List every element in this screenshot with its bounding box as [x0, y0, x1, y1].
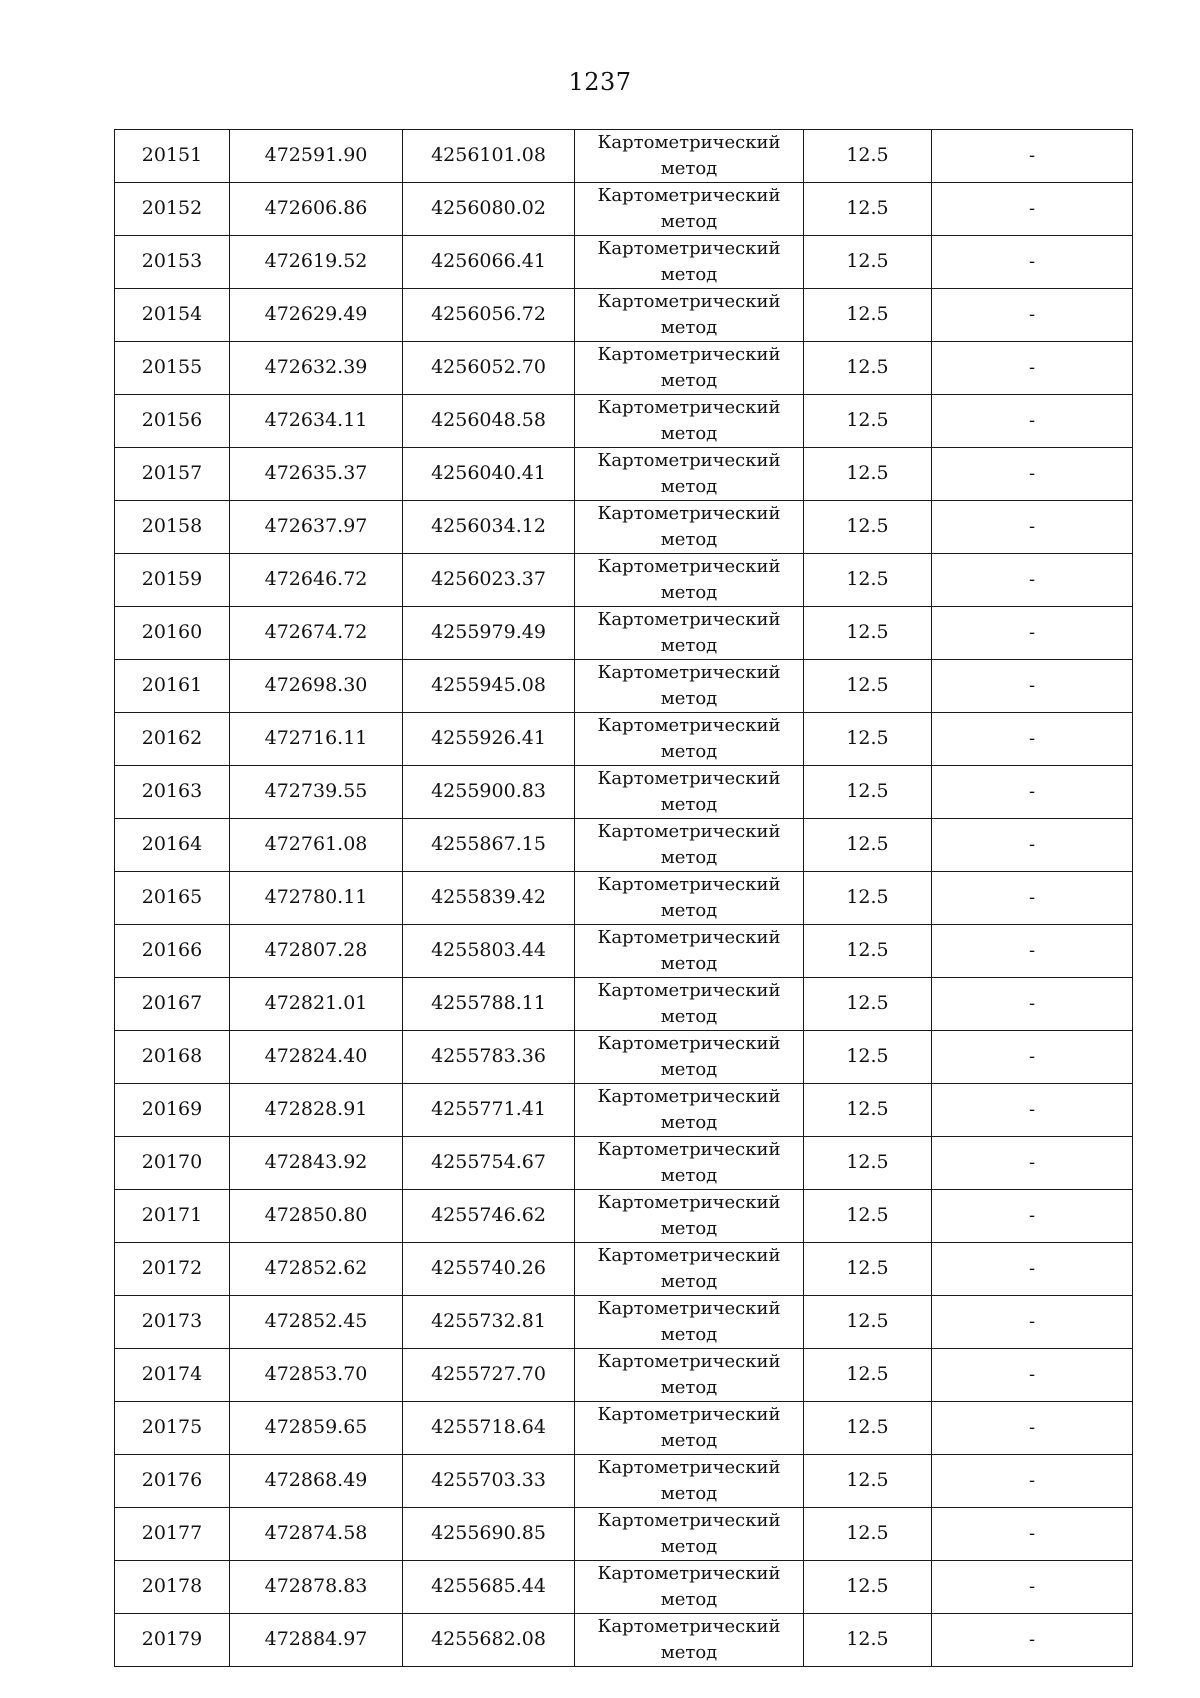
method-line-1: Картометрический — [597, 1192, 781, 1213]
x-coordinate-cell: 472807.28 — [230, 925, 403, 978]
method-line-2: метод — [660, 1377, 718, 1398]
y-coordinate-cell: 4255754.67 — [403, 1137, 575, 1190]
method-line-1: Картометрический — [597, 1086, 781, 1107]
y-coordinate-cell: 4255690.85 — [403, 1508, 575, 1561]
y-coordinate-cell: 4255727.70 — [403, 1349, 575, 1402]
accuracy-cell: 12.5 — [804, 1402, 932, 1455]
point-number-cell: 20179 — [115, 1614, 230, 1667]
point-number-cell: 20165 — [115, 872, 230, 925]
note-cell: - — [932, 289, 1133, 342]
method-line-2: метод — [660, 794, 718, 815]
x-coordinate-cell: 472632.39 — [230, 342, 403, 395]
accuracy-cell: 12.5 — [804, 925, 932, 978]
note-cell: - — [932, 1349, 1133, 1402]
accuracy-cell: 12.5 — [804, 183, 932, 236]
y-coordinate-cell: 4255718.64 — [403, 1402, 575, 1455]
table-row — [115, 872, 1133, 925]
table-row — [115, 1190, 1133, 1243]
point-number-cell: 20161 — [115, 660, 230, 713]
method-cell — [575, 1508, 804, 1561]
table-row — [115, 1084, 1133, 1137]
y-coordinate-cell: 4255746.62 — [403, 1190, 575, 1243]
method-line-2: метод — [660, 476, 718, 497]
accuracy-cell: 12.5 — [804, 554, 932, 607]
note-cell: - — [932, 978, 1133, 1031]
note-cell: - — [932, 1614, 1133, 1667]
method-line-1: Картометрический — [597, 609, 781, 630]
note-cell: - — [932, 1455, 1133, 1508]
method-cell — [575, 183, 804, 236]
method-cell — [575, 872, 804, 925]
accuracy-cell: 12.5 — [804, 766, 932, 819]
point-number-cell: 20166 — [115, 925, 230, 978]
accuracy-cell: 12.5 — [804, 448, 932, 501]
table-row — [115, 1561, 1133, 1614]
point-number-cell: 20151 — [115, 130, 230, 183]
table-row — [115, 660, 1133, 713]
method-cell — [575, 1296, 804, 1349]
method-cell — [575, 1084, 804, 1137]
method-line-2: метод — [660, 1642, 718, 1663]
note-cell: - — [932, 236, 1133, 289]
accuracy-cell: 12.5 — [804, 1084, 932, 1137]
x-coordinate-cell: 472868.49 — [230, 1455, 403, 1508]
note-cell: - — [932, 1084, 1133, 1137]
point-number-cell: 20170 — [115, 1137, 230, 1190]
method-cell — [575, 978, 804, 1031]
note-cell: - — [932, 554, 1133, 607]
accuracy-cell: 12.5 — [804, 342, 932, 395]
x-coordinate-cell: 472874.58 — [230, 1508, 403, 1561]
point-number-cell: 20157 — [115, 448, 230, 501]
note-cell: - — [932, 1508, 1133, 1561]
method-cell — [575, 925, 804, 978]
accuracy-cell: 12.5 — [804, 1349, 932, 1402]
method-line-2: метод — [660, 264, 718, 285]
method-line-1: Картометрический — [597, 1245, 781, 1266]
method-line-2: метод — [660, 317, 718, 338]
method-line-2: метод — [660, 370, 718, 391]
method-cell — [575, 342, 804, 395]
method-cell — [575, 1349, 804, 1402]
method-line-1: Картометрический — [597, 556, 781, 577]
method-line-1: Картометрический — [597, 821, 781, 842]
point-number-cell: 20155 — [115, 342, 230, 395]
method-line-2: метод — [660, 953, 718, 974]
accuracy-cell: 12.5 — [804, 819, 932, 872]
x-coordinate-cell: 472878.83 — [230, 1561, 403, 1614]
method-cell — [575, 1455, 804, 1508]
method-line-1: Картометрический — [597, 1404, 781, 1425]
method-line-1: Картометрический — [597, 1563, 781, 1584]
method-line-1: Картометрический — [597, 132, 781, 153]
method-line-2: метод — [660, 1165, 718, 1186]
method-line-2: метод — [660, 1006, 718, 1027]
y-coordinate-cell: 4256080.02 — [403, 183, 575, 236]
accuracy-cell: 12.5 — [804, 1031, 932, 1084]
point-number-cell: 20168 — [115, 1031, 230, 1084]
method-line-2: метод — [660, 1271, 718, 1292]
y-coordinate-cell: 4256048.58 — [403, 395, 575, 448]
y-coordinate-cell: 4256066.41 — [403, 236, 575, 289]
accuracy-cell: 12.5 — [804, 1508, 932, 1561]
method-line-2: метод — [660, 1536, 718, 1557]
y-coordinate-cell: 4255867.15 — [403, 819, 575, 872]
note-cell: - — [932, 1402, 1133, 1455]
note-cell: - — [932, 1296, 1133, 1349]
accuracy-cell: 12.5 — [804, 1455, 932, 1508]
point-number-cell: 20162 — [115, 713, 230, 766]
x-coordinate-cell: 472619.52 — [230, 236, 403, 289]
method-cell — [575, 607, 804, 660]
accuracy-cell: 12.5 — [804, 1561, 932, 1614]
table-row — [115, 395, 1133, 448]
accuracy-cell: 12.5 — [804, 1296, 932, 1349]
method-line-1: Картометрический — [597, 1298, 781, 1319]
accuracy-cell: 12.5 — [804, 660, 932, 713]
x-coordinate-cell: 472635.37 — [230, 448, 403, 501]
y-coordinate-cell: 4255900.83 — [403, 766, 575, 819]
method-line-1: Картометрический — [597, 980, 781, 1001]
x-coordinate-cell: 472629.49 — [230, 289, 403, 342]
y-coordinate-cell: 4255945.08 — [403, 660, 575, 713]
method-cell — [575, 554, 804, 607]
point-number-cell: 20174 — [115, 1349, 230, 1402]
method-line-1: Картометрический — [597, 662, 781, 683]
method-cell — [575, 660, 804, 713]
table-row — [115, 554, 1133, 607]
point-number-cell: 20169 — [115, 1084, 230, 1137]
point-number-cell: 20163 — [115, 766, 230, 819]
method-cell — [575, 130, 804, 183]
accuracy-cell: 12.5 — [804, 978, 932, 1031]
x-coordinate-cell: 472698.30 — [230, 660, 403, 713]
y-coordinate-cell: 4255740.26 — [403, 1243, 575, 1296]
note-cell: - — [932, 872, 1133, 925]
method-line-1: Картометрический — [597, 291, 781, 312]
table-row — [115, 1614, 1133, 1667]
method-cell — [575, 766, 804, 819]
x-coordinate-cell: 472824.40 — [230, 1031, 403, 1084]
note-cell: - — [932, 766, 1133, 819]
accuracy-cell: 12.5 — [804, 607, 932, 660]
x-coordinate-cell: 472821.01 — [230, 978, 403, 1031]
note-cell: - — [932, 1190, 1133, 1243]
x-coordinate-cell: 472843.92 — [230, 1137, 403, 1190]
accuracy-cell: 12.5 — [804, 501, 932, 554]
point-number-cell: 20167 — [115, 978, 230, 1031]
note-cell: - — [932, 660, 1133, 713]
note-cell: - — [932, 130, 1133, 183]
y-coordinate-cell: 4256101.08 — [403, 130, 575, 183]
x-coordinate-cell: 472828.91 — [230, 1084, 403, 1137]
x-coordinate-cell: 472850.80 — [230, 1190, 403, 1243]
x-coordinate-cell: 472739.55 — [230, 766, 403, 819]
x-coordinate-cell: 472637.97 — [230, 501, 403, 554]
point-number-cell: 20159 — [115, 554, 230, 607]
method-cell — [575, 1137, 804, 1190]
point-number-cell: 20176 — [115, 1455, 230, 1508]
accuracy-cell: 12.5 — [804, 872, 932, 925]
method-line-1: Картометрический — [597, 1457, 781, 1478]
x-coordinate-cell: 472646.72 — [230, 554, 403, 607]
table-row — [115, 1296, 1133, 1349]
table-row — [115, 448, 1133, 501]
method-line-1: Картометрический — [597, 768, 781, 789]
method-cell — [575, 1243, 804, 1296]
table-row — [115, 1243, 1133, 1296]
note-cell: - — [932, 713, 1133, 766]
table-row — [115, 501, 1133, 554]
method-line-1: Картометрический — [597, 1351, 781, 1372]
method-line-1: Картометрический — [597, 715, 781, 736]
x-coordinate-cell: 472606.86 — [230, 183, 403, 236]
method-cell — [575, 1614, 804, 1667]
x-coordinate-cell: 472852.45 — [230, 1296, 403, 1349]
y-coordinate-cell: 4256056.72 — [403, 289, 575, 342]
point-number-cell: 20154 — [115, 289, 230, 342]
method-line-2: метод — [660, 1059, 718, 1080]
point-number-cell: 20164 — [115, 819, 230, 872]
method-cell — [575, 289, 804, 342]
coordinates-table — [114, 129, 1133, 1667]
method-cell — [575, 236, 804, 289]
method-line-2: метод — [660, 688, 718, 709]
point-number-cell: 20175 — [115, 1402, 230, 1455]
method-line-2: метод — [660, 635, 718, 656]
x-coordinate-cell: 472761.08 — [230, 819, 403, 872]
table-row — [115, 1137, 1133, 1190]
method-line-2: метод — [660, 900, 718, 921]
note-cell: - — [932, 1031, 1133, 1084]
method-cell — [575, 1561, 804, 1614]
x-coordinate-cell: 472859.65 — [230, 1402, 403, 1455]
note-cell: - — [932, 342, 1133, 395]
table-row — [115, 713, 1133, 766]
page-number: 1237 — [568, 68, 632, 96]
y-coordinate-cell: 4256023.37 — [403, 554, 575, 607]
table-row — [115, 766, 1133, 819]
point-number-cell: 20156 — [115, 395, 230, 448]
y-coordinate-cell: 4255685.44 — [403, 1561, 575, 1614]
point-number-cell: 20158 — [115, 501, 230, 554]
note-cell: - — [932, 925, 1133, 978]
x-coordinate-cell: 472591.90 — [230, 130, 403, 183]
table-row — [115, 1349, 1133, 1402]
table-row — [115, 819, 1133, 872]
table-row — [115, 130, 1133, 183]
point-number-cell: 20172 — [115, 1243, 230, 1296]
table-row — [115, 978, 1133, 1031]
y-coordinate-cell: 4255803.44 — [403, 925, 575, 978]
note-cell: - — [932, 183, 1133, 236]
y-coordinate-cell: 4255788.11 — [403, 978, 575, 1031]
note-cell: - — [932, 607, 1133, 660]
method-line-2: метод — [660, 1483, 718, 1504]
x-coordinate-cell: 472674.72 — [230, 607, 403, 660]
note-cell: - — [932, 1137, 1133, 1190]
table-row — [115, 1508, 1133, 1561]
table-row — [115, 1455, 1133, 1508]
method-cell — [575, 395, 804, 448]
point-number-cell: 20173 — [115, 1296, 230, 1349]
method-line-1: Картометрический — [597, 450, 781, 471]
table-row — [115, 183, 1133, 236]
method-line-2: метод — [660, 582, 718, 603]
method-line-1: Картометрический — [597, 503, 781, 524]
x-coordinate-cell: 472884.97 — [230, 1614, 403, 1667]
point-number-cell: 20171 — [115, 1190, 230, 1243]
y-coordinate-cell: 4255926.41 — [403, 713, 575, 766]
table-row — [115, 1031, 1133, 1084]
method-line-2: метод — [660, 1218, 718, 1239]
y-coordinate-cell: 4256034.12 — [403, 501, 575, 554]
method-line-2: метод — [660, 1112, 718, 1133]
table-row — [115, 607, 1133, 660]
table-row — [115, 342, 1133, 395]
y-coordinate-cell: 4255732.81 — [403, 1296, 575, 1349]
accuracy-cell: 12.5 — [804, 130, 932, 183]
accuracy-cell: 12.5 — [804, 1190, 932, 1243]
x-coordinate-cell: 472852.62 — [230, 1243, 403, 1296]
point-number-cell: 20178 — [115, 1561, 230, 1614]
accuracy-cell: 12.5 — [804, 236, 932, 289]
accuracy-cell: 12.5 — [804, 1243, 932, 1296]
method-line-1: Картометрический — [597, 1033, 781, 1054]
note-cell: - — [932, 819, 1133, 872]
y-coordinate-cell: 4255703.33 — [403, 1455, 575, 1508]
table-row — [115, 289, 1133, 342]
note-cell: - — [932, 448, 1133, 501]
method-line-1: Картометрический — [597, 397, 781, 418]
accuracy-cell: 12.5 — [804, 395, 932, 448]
x-coordinate-cell: 472634.11 — [230, 395, 403, 448]
method-line-1: Картометрический — [597, 185, 781, 206]
method-line-1: Картометрический — [597, 344, 781, 365]
method-line-1: Картометрический — [597, 238, 781, 259]
y-coordinate-cell: 4256052.70 — [403, 342, 575, 395]
table-body — [115, 130, 1133, 1667]
point-number-cell: 20152 — [115, 183, 230, 236]
method-line-2: метод — [660, 529, 718, 550]
method-line-2: метод — [660, 1324, 718, 1345]
method-line-1: Картометрический — [597, 927, 781, 948]
y-coordinate-cell: 4256040.41 — [403, 448, 575, 501]
method-line-2: метод — [660, 847, 718, 868]
y-coordinate-cell: 4255771.41 — [403, 1084, 575, 1137]
method-cell — [575, 819, 804, 872]
method-cell — [575, 1402, 804, 1455]
x-coordinate-cell: 472716.11 — [230, 713, 403, 766]
x-coordinate-cell: 472780.11 — [230, 872, 403, 925]
method-line-2: метод — [660, 158, 718, 179]
note-cell: - — [932, 1561, 1133, 1614]
method-cell — [575, 1190, 804, 1243]
table-row — [115, 1402, 1133, 1455]
method-line-1: Картометрический — [597, 1510, 781, 1531]
x-coordinate-cell: 472853.70 — [230, 1349, 403, 1402]
method-cell — [575, 448, 804, 501]
point-number-cell: 20177 — [115, 1508, 230, 1561]
note-cell: - — [932, 1243, 1133, 1296]
method-line-1: Картометрический — [597, 874, 781, 895]
accuracy-cell: 12.5 — [804, 289, 932, 342]
method-line-2: метод — [660, 211, 718, 232]
point-number-cell: 20160 — [115, 607, 230, 660]
y-coordinate-cell: 4255979.49 — [403, 607, 575, 660]
accuracy-cell: 12.5 — [804, 1137, 932, 1190]
method-line-2: метод — [660, 1589, 718, 1610]
note-cell: - — [932, 395, 1133, 448]
accuracy-cell: 12.5 — [804, 713, 932, 766]
method-line-1: Картометрический — [597, 1139, 781, 1160]
table-row — [115, 925, 1133, 978]
accuracy-cell: 12.5 — [804, 1614, 932, 1667]
method-line-2: метод — [660, 423, 718, 444]
table-row — [115, 236, 1133, 289]
method-cell — [575, 1031, 804, 1084]
point-number-cell: 20153 — [115, 236, 230, 289]
method-cell — [575, 501, 804, 554]
method-line-1: Картометрический — [597, 1616, 781, 1637]
method-cell — [575, 713, 804, 766]
method-line-2: метод — [660, 741, 718, 762]
y-coordinate-cell: 4255839.42 — [403, 872, 575, 925]
method-line-2: метод — [660, 1430, 718, 1451]
y-coordinate-cell: 4255783.36 — [403, 1031, 575, 1084]
y-coordinate-cell: 4255682.08 — [403, 1614, 575, 1667]
note-cell: - — [932, 501, 1133, 554]
